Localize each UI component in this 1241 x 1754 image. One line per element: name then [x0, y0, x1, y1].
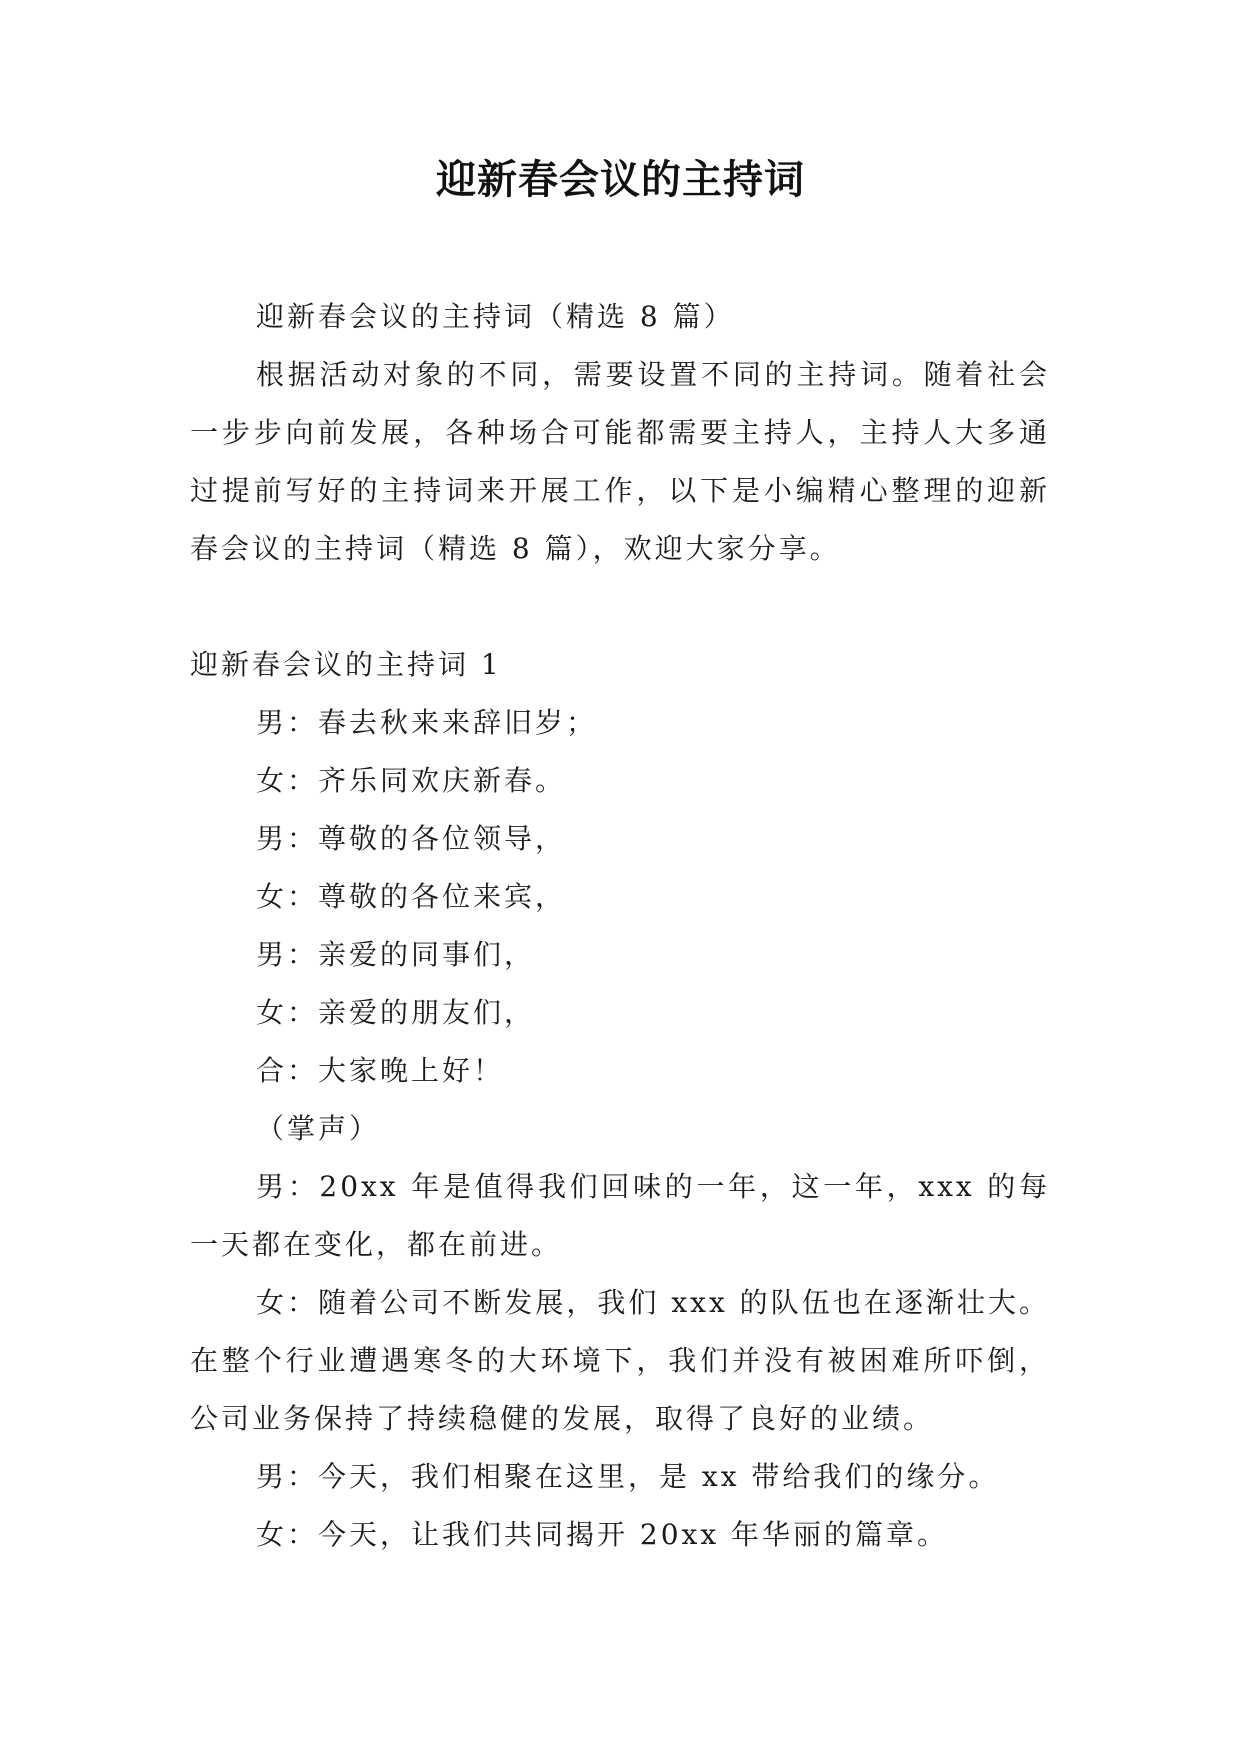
script-line-3: 男：尊敬的各位领导，: [256, 822, 567, 855]
script-line-7: 合：大家晚上好！: [256, 1054, 505, 1087]
script-line-1: 男：春去秋来来辞旧岁；: [256, 706, 598, 739]
script-line-4: 女：尊敬的各位来宾，: [256, 880, 567, 913]
subtitle-paragraph: 迎新春会议的主持词（精选 8 篇）: [256, 300, 735, 333]
document-title: 迎新春会议的主持词: [436, 157, 805, 203]
script-line-5: 男：亲爱的同事们，: [256, 938, 536, 971]
script-line-2: 女：齐乐同欢庆新春。: [256, 764, 567, 797]
script-line-10: 女：随着公司不断发展，我们 xxx 的队伍也在逐渐壮大。在整个行业遭遇寒冬的大环境下，我们并没有被困难所吓倒，公司业务保持了持续稳健的发展，取得了良好的业绩。: [190, 1286, 1050, 1435]
script-line-9: 男：20xx 年是值得我们回味的一年，这一年，xxx 的每一天都在变化，都在前进。: [190, 1170, 1050, 1261]
script-line-12: 女：今天，让我们共同揭开 20xx 年华丽的篇章。: [256, 1518, 949, 1551]
script-line-11: 男：今天，我们相聚在这里，是 xx 带给我们的缘分。: [256, 1460, 1000, 1493]
section-heading: 迎新春会议的主持词 1: [190, 648, 502, 681]
script-line-8: （掌声）: [256, 1112, 381, 1145]
document-body: [190, 288, 1050, 1564]
script-line-6: 女：亲爱的朋友们，: [256, 996, 536, 1029]
paragraph-spacer: [190, 578, 1050, 636]
intro-paragraph: 根据活动对象的不同，需要设置不同的主持词。随着社会一步步向前发展，各种场合可能都需要主持人，主持人大多通过提前写好的主持词来开展工作，以下是小编精心整理的迎新春会议的主持词（精选 8 篇），欢迎大家分享。: [190, 358, 1050, 565]
